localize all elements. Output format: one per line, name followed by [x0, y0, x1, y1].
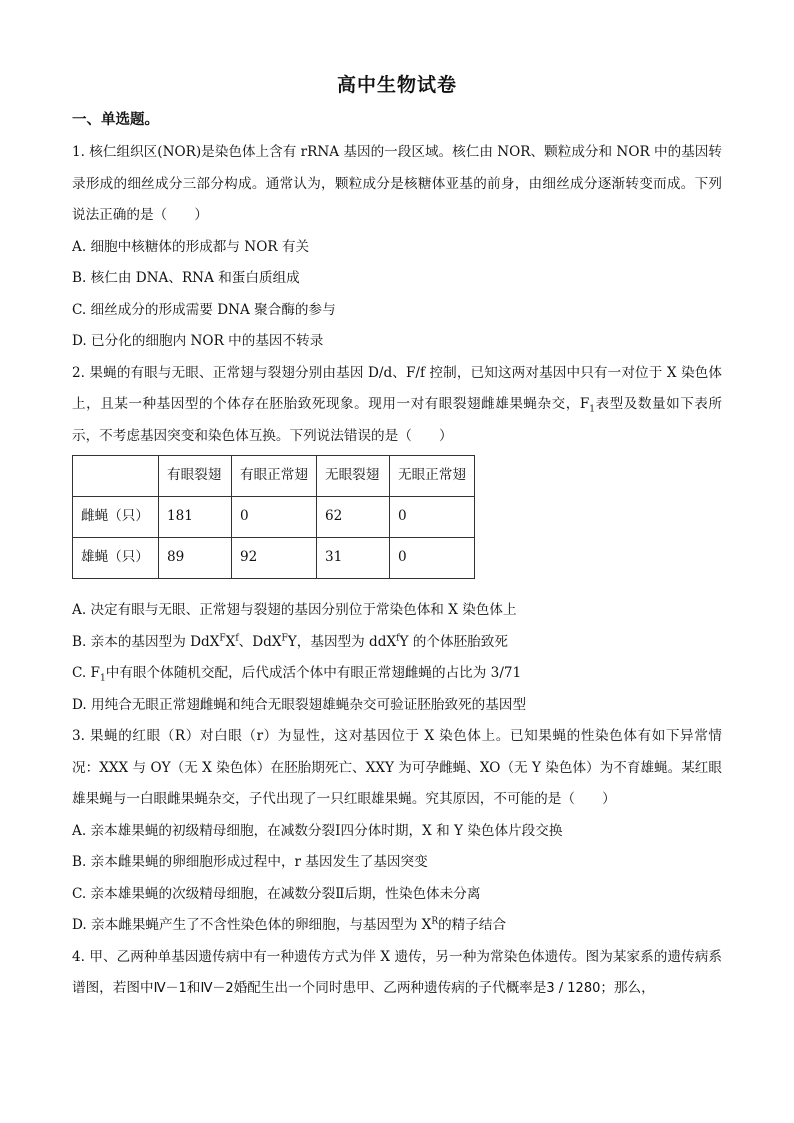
question-4-stem-part-3: ；那么，	[600, 980, 655, 996]
table-cell: 31	[317, 538, 390, 579]
question-3-option-a: A. 亲本雄果蝇的初级精母细胞，在减数分裂Ⅰ四分体时期，X 和 Y 染色体片段交换	[72, 822, 563, 839]
option-c-text: C. F	[72, 665, 100, 681]
allele-superscript: F	[219, 632, 226, 643]
option-b-text: Y，基因型为 ddX	[287, 633, 397, 650]
probability-fraction: 3 / 1280	[546, 981, 601, 996]
question-4-stem-part-2: 婚配生出一个同时患甲、乙两种遗传病的子代概率是	[233, 980, 547, 996]
individual-label: Ⅳ－2	[200, 981, 234, 996]
table-cell: 62	[317, 497, 390, 538]
question-1-stem: 1. 核仁组织区(NOR)是染色体上含有 rRNA 基因的一段区域。核仁由 NOR、颗粒成分和 NOR 中的基因转录形成的细丝成分三部分构成。通常认为，颗粒成分是核糖体亚基的前身，由细丝成分逐渐转变而成。下列说法正确的是（ ）	[72, 144, 722, 223]
allele-superscript: F	[281, 632, 288, 643]
option-b-text: 、DdX	[238, 633, 282, 650]
table-header-cell: 无眼裂翅	[317, 456, 390, 497]
question-1-option-d: D. 已分化的细胞内 NOR 中的基因不转录	[72, 333, 324, 349]
table-cell: 0	[232, 497, 317, 538]
f1-subscript: 1	[100, 673, 106, 684]
table-header-cell: 有眼正常翅	[232, 456, 317, 497]
question-3-option-b: B. 亲本雌果蝇的卵细胞形成过程中，r 基因发生了基因突变	[72, 854, 428, 870]
question-2-stem-part-2: 表型及数量如下表所示，不考虑基因突变和染色体互换。下列说法错误的是（ ）	[72, 396, 722, 444]
question-2-option-d: D. 用纯合无眼正常翅雌蝇和纯合无眼裂翅雄蝇杂交可验证胚胎致死的基因型	[72, 696, 527, 713]
option-b-text: B. 亲本的基因型为 DdX	[72, 633, 220, 650]
f1-subscript: 1	[589, 404, 596, 415]
question-1-option-c: C. 细丝成分的形成需要 DNA 聚合酶的参与	[72, 301, 336, 318]
table-header-cell: 无眼正常翅	[390, 456, 475, 497]
question-4-stem-part-1: 4. 甲、乙两种单基因遗传病中有一种遗传方式为伴 X 遗传，另一种为常染色体遗传。图为某家系的遗传病系谱图，若图中	[72, 948, 722, 996]
question-1-option-b: B. 核仁由 DNA、RNA 和蛋白质组成	[72, 270, 300, 286]
table-header-cell	[73, 456, 159, 497]
individual-label: Ⅳ－1	[153, 981, 187, 996]
question-1-option-a: A. 细胞中核糖体的形成都与 NOR 有关	[72, 238, 310, 255]
table-cell: 89	[159, 538, 232, 579]
allele-superscript: f	[396, 632, 400, 643]
question-2-option-a: A. 决定有眼与无眼、正常翅与裂翅的基因分别位于常染色体和 X 染色体上	[72, 602, 517, 618]
table-cell: 0	[390, 538, 475, 579]
option-c-text: 中有眼个体随机交配，后代成活个体中有眼正常翅雌蝇的占比为 3/71	[105, 665, 522, 681]
question-3-option-c: C. 亲本雄果蝇的次级精母细胞，在减数分裂Ⅱ后期，性染色体未分离	[72, 885, 481, 902]
table-cell: 雄蝇（只）	[73, 538, 159, 579]
question-2-stem	[72, 358, 722, 453]
table-header-row	[73, 456, 475, 497]
table-cell: 92	[232, 538, 317, 579]
table-row	[73, 497, 475, 538]
option-d-text: D. 亲本雌果蝇产生了不含性染色体的卵细胞，与基因型为 X	[72, 917, 432, 933]
question-4-stem	[72, 942, 722, 1005]
table-row	[73, 538, 475, 579]
question-2-option-b	[72, 627, 722, 659]
table-header-cell: 有眼裂翅	[159, 456, 232, 497]
question-3-stem: 3. 果蝇的红眼（R）对白眼（r）为显性，这对基因位于 X 染色体上。已知果蝇的性染色体有如下异常情况：XXX 与 OY（无 X 染色体）在胚胎期死亡、XXY 为可孕雌蝇、XO（无 Y 染色体）为不育雄蝇。某红眼雄果蝇与一白眼雌果蝇杂交，子代出现了一只红眼雄果蝇。究其原因，不可能的是（ ）	[72, 728, 722, 807]
spacer	[72, 587, 722, 595]
question-3-option-d	[72, 910, 722, 942]
table-cell: 雌蝇（只）	[73, 497, 159, 538]
question-4-stem-part: 和	[186, 980, 201, 996]
option-b-text: Y 的个体胚胎致死	[399, 633, 508, 650]
table-cell: 181	[159, 497, 232, 538]
question-list	[72, 137, 722, 1005]
question-2-stem-part-1: 2. 果蝇的有眼与无眼、正常翅与裂翅分别由基因 D/d、F/f 控制，已知这两对基因中只有一对位于 X 染色体上，且某一种基因型的个体存在胚胎致死现象。现用一对有眼裂翅雌雄果蝇杂交，F	[72, 364, 722, 412]
option-d-text: 的精子结合	[438, 917, 507, 933]
question-2-option-c	[72, 658, 722, 690]
table-cell: 0	[390, 497, 475, 538]
section-heading: 一、单选题。	[72, 111, 159, 128]
option-b-text: X	[225, 633, 236, 650]
page-title: 高中生物试卷	[336, 74, 457, 96]
allele-superscript: f	[235, 632, 239, 643]
allele-superscript: R	[431, 916, 439, 927]
phenotype-table	[72, 455, 475, 579]
